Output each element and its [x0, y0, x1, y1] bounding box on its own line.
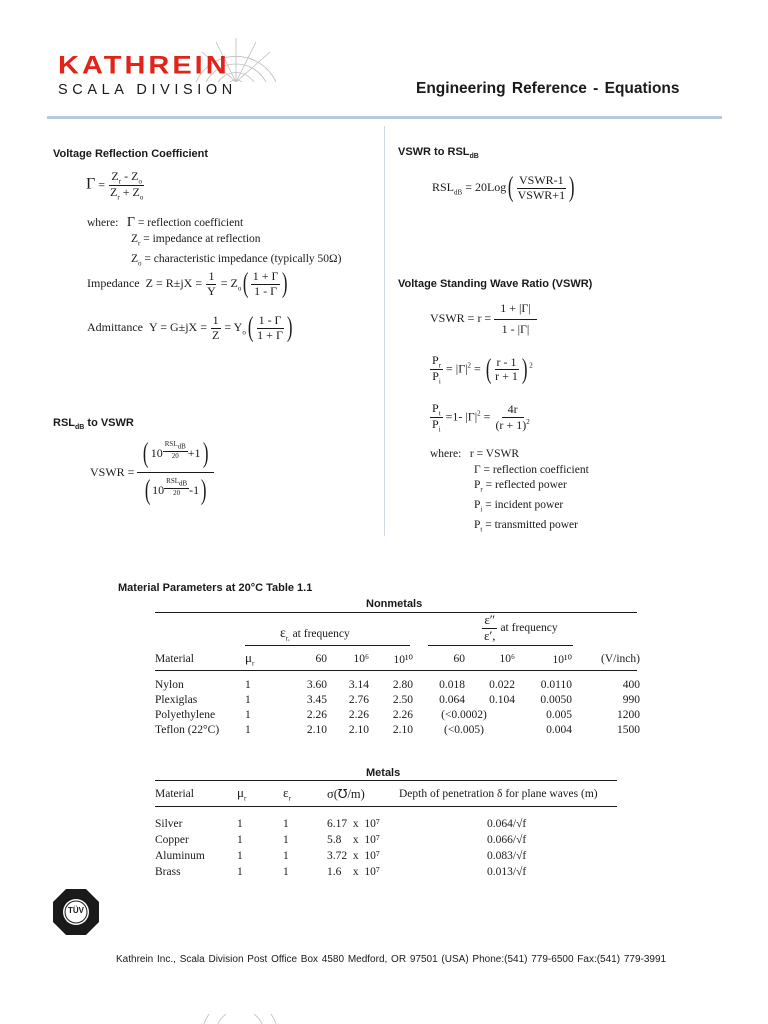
table-cell: 2.26 — [392, 709, 413, 721]
vswr-equation: VSWR = r = $\frac{1 + |\Gamma|}{1 - |\Gamma|}$ — [430, 302, 537, 337]
table-cell: 1 — [245, 724, 251, 736]
table-cell: 1 — [283, 850, 289, 862]
table-cell: 1.6 x 10⁷ — [327, 866, 380, 878]
nonmetals-row — [155, 723, 640, 738]
table-cell: 0.066/√f — [487, 834, 527, 846]
table-cell: (<0.005) — [443, 724, 485, 736]
table-cell: 400 — [622, 679, 640, 691]
table-cell: Brass — [155, 866, 181, 878]
gamma-symbol: Γ — [86, 175, 96, 193]
table-cell: 0.064 — [439, 694, 465, 706]
materials-table-title: Material Parameters at 20°C Table 1.1 — [118, 582, 313, 594]
table-cell: Teflon (22°C) — [155, 724, 220, 736]
tuv-label: TÜV — [68, 906, 84, 915]
permittivity-group-rule — [245, 645, 410, 646]
table-cell: 1 — [245, 694, 251, 706]
vrc-definitions: where: Γ = reflection coefficient $Z_r$ = impedance at reflection $Z_o$ = characteristic impedance (typically 50Ω) — [87, 215, 342, 268]
metals-top-rule — [155, 780, 617, 781]
table-cell: 2.50 — [392, 694, 413, 706]
table-cell: 3.14 — [348, 679, 369, 691]
table-cell: 2.76 — [348, 694, 369, 706]
nonmetals-row — [155, 708, 640, 723]
metals-title: Metals — [366, 767, 401, 779]
metals-header-row: Material $\mu_r$ $\varepsilon_r$ σ(℧/m) Depth of penetration δ for plane waves (m) — [155, 785, 598, 803]
brand-logo: KATHREIN — [58, 52, 230, 80]
table-cell: 0.018 — [439, 679, 465, 691]
table-cell: Nylon — [155, 679, 184, 691]
table-cell: 0.022 — [489, 679, 515, 691]
footer-contact: Kathrein Inc., Scala Division Post Office Box 4580 Medford, OR 97501 (USA) Phone:(541) 779-6500 Fax:(541) 779-3991 — [116, 954, 667, 965]
table-cell: 1 — [237, 866, 243, 878]
table-cell: (<0.0002) — [441, 709, 487, 721]
nonmetals-header-row: Material $\mu_r$ 60 10⁶ 10¹⁰ 60 10⁶ 10¹⁰ (V/inch) — [155, 650, 640, 668]
vswr-heading: Voltage Standing Wave Ratio (VSWR) — [398, 278, 593, 290]
metals-row — [155, 816, 625, 832]
table-cell: 2.80 — [392, 679, 413, 691]
vswr-definitions: where: r = VSWR Γ = reflection coefficient $P_r$ = reflected power $P_i$ = incident power $P_t$ = transmitted power — [430, 448, 589, 533]
table-cell: 3.60 — [306, 679, 327, 691]
nonmetals-title: Nonmetals — [366, 598, 423, 610]
table-cell: Polyethylene — [155, 709, 216, 721]
vswr-to-rsl-equation: $RSL_{dB} = 20Log$( $\frac{\text{VSWR-1}}{\text{VSWR+1}}$ ) — [432, 172, 575, 204]
impedance-equation: Impedance Z = R±jX = $\frac{1}{Y}$ = $Z_o$( $\frac{1 + \Gamma}{1 - \Gamma}$ ) — [87, 268, 288, 300]
table-cell: 1 — [245, 709, 251, 721]
transmitted-power-ratio-equation: $\frac{P_t}{P_i}$ =1- $|\Gamma|^2$ = $\frac{4r}{(r + 1)^2}$ — [432, 401, 530, 434]
table-cell: 0.083/√f — [487, 850, 527, 862]
table-cell: 1200 — [617, 709, 640, 721]
table-cell: 990 — [622, 694, 640, 706]
metals-header-rule — [155, 806, 617, 807]
table-cell: 0.0110 — [540, 679, 572, 691]
table-cell: 1 — [283, 818, 289, 830]
nonmetals-row — [155, 693, 640, 708]
table-cell: 1 — [283, 834, 289, 846]
column-divider — [384, 126, 385, 536]
table-cell: 0.005 — [546, 709, 572, 721]
table-cell: 2.10 — [348, 724, 369, 736]
table-cell: 1500 — [617, 724, 640, 736]
table-cell: 1 — [245, 679, 251, 691]
table-cell: 1 — [237, 818, 243, 830]
reflected-power-ratio-equation: $\frac{P_r}{P_i}$ = $|\Gamma|^2$ = ( $\frac{r - 1}{r + 1}$ ) $^2$ — [432, 353, 533, 386]
nonmetals-body — [155, 678, 640, 738]
nonmetals-table — [155, 650, 640, 668]
brand-division: SCALA DIVISION — [58, 82, 237, 98]
table-cell: 1 — [283, 866, 289, 878]
rsl-to-vswr-equation: VSWR = ( 10 $^{\frac{RSL_{dB}}{20}}$ +1) ( 10 $^{\frac{RSL_{dB}}{20}}$ -1) — [90, 440, 214, 505]
vrc-heading: Voltage Reflection Coefficient — [53, 148, 209, 160]
metals-row — [155, 832, 625, 848]
nonmetals-top-rule — [155, 612, 637, 613]
permittivity-group-header: $\varepsilon_{r,}$ at frequency — [280, 626, 350, 643]
vrc-equation: Γ = $\frac{Z_r - Z_o}{Z_r + Z_o}$ — [86, 169, 144, 202]
metals-row — [155, 864, 625, 880]
table-cell: 3.72 x 10⁷ — [327, 850, 380, 862]
table-cell: Aluminum — [155, 850, 205, 862]
table-cell: Silver — [155, 818, 183, 830]
table-cell: 2.10 — [306, 724, 327, 736]
loss-tangent-group-rule — [428, 645, 573, 646]
loss-tangent-group-header: $\frac{\varepsilon''}{\varepsilon',}$ at frequency — [484, 612, 558, 643]
table-cell: 2.10 — [392, 724, 413, 736]
vswr-to-rsl-heading: VSWR to $RSL_{dB}$ — [398, 146, 479, 161]
nonmetals-row — [155, 678, 640, 693]
table-cell: 1 — [237, 834, 243, 846]
admittance-equation: Admittance Y = G±jX = $\frac{1}{Z}$ = $Y_o$( $\frac{1 - \Gamma}{1 + \Gamma}$ ) — [87, 312, 293, 344]
table-cell: 3.45 — [306, 694, 327, 706]
header-divider — [47, 116, 722, 119]
table-cell: 0.0050 — [540, 694, 572, 706]
smith-chart-footer-graphic — [200, 1014, 280, 1024]
table-cell: 0.013/√f — [487, 866, 527, 878]
metals-table — [155, 785, 625, 803]
rsl-to-vswr-heading: $RSL_{dB}$ to VSWR — [53, 417, 134, 432]
metals-body — [155, 816, 625, 880]
table-cell: 0.064/√f — [487, 818, 527, 830]
metals-row — [155, 848, 625, 864]
table-cell: 2.26 — [348, 709, 369, 721]
table-cell: Plexiglas — [155, 694, 198, 706]
table-cell: 0.004 — [546, 724, 572, 736]
table-cell: 2.26 — [306, 709, 327, 721]
table-cell: 0.104 — [489, 694, 515, 706]
table-cell: 1 — [237, 850, 243, 862]
table-cell: Copper — [155, 834, 189, 846]
table-cell: 6.17 x 10⁷ — [327, 818, 380, 830]
nonmetals-header-rule — [155, 670, 637, 671]
table-cell: 5.8 x 10⁷ — [327, 834, 380, 846]
vrc-fraction: $\frac{Z_r - Z_o}{Z_r + Z_o}$ — [110, 169, 144, 202]
page-title: Engineering Reference - Equations — [416, 80, 680, 97]
